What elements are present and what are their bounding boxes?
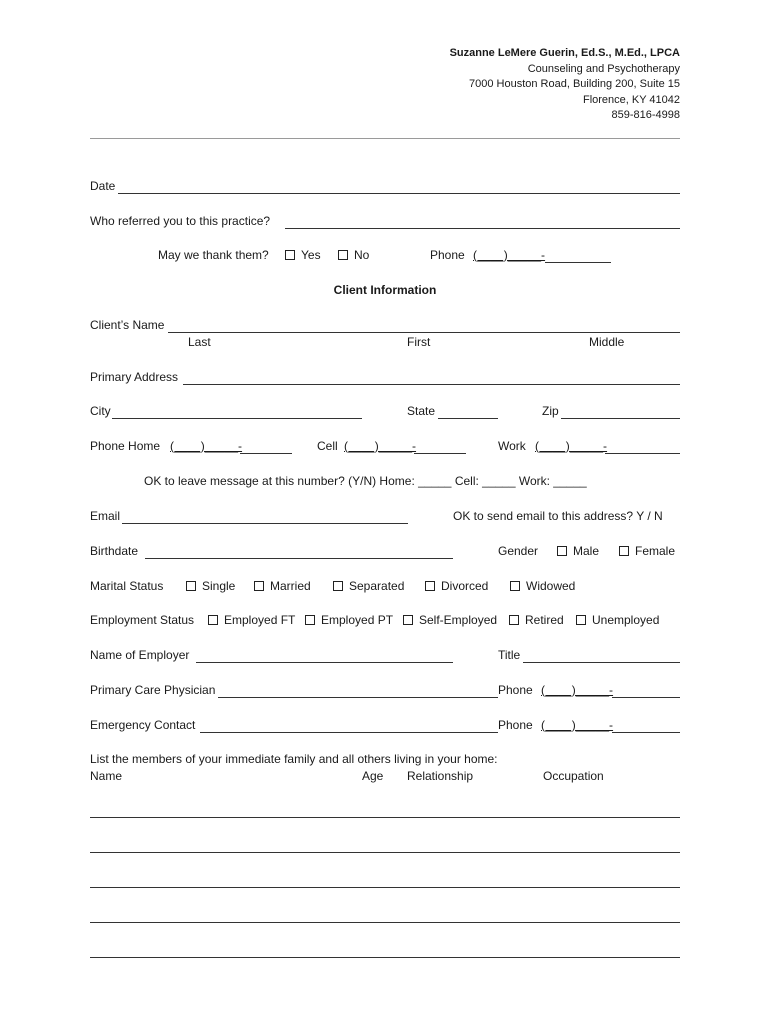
employer-label: Name of Employer [90, 648, 190, 662]
gender-label: Gender [498, 544, 539, 558]
employment-option-pt[interactable]: Employed PT [305, 613, 393, 627]
physician-phone-field[interactable] [612, 697, 680, 698]
employment-option-retired[interactable]: Retired [509, 613, 564, 627]
thank-phone-field[interactable] [545, 262, 611, 263]
checkbox-icon[interactable] [333, 581, 343, 591]
checkbox-icon[interactable] [557, 546, 567, 556]
ok-message-line[interactable]: OK to leave message at this number? (Y/N) Home: _____ Cell: _____ Work: _____ [144, 474, 587, 488]
checkbox-icon[interactable] [285, 250, 295, 260]
emergency-phone-label: Phone [498, 718, 533, 732]
date-field[interactable] [118, 193, 680, 194]
gender-female-option[interactable]: Female [619, 544, 675, 558]
emergency-phone-template: (____)_____- [541, 718, 614, 732]
city-label: City [90, 404, 111, 418]
employment-option-self[interactable]: Self-Employed [403, 613, 497, 627]
phone-home-template: (____)_____- [170, 439, 243, 453]
emergency-phone-field[interactable] [612, 732, 680, 733]
family-prompt: List the members of your immediate family and all others living in your home: [90, 752, 498, 766]
referred-field[interactable] [285, 228, 680, 229]
zip-field[interactable] [561, 418, 680, 419]
work-label: Work [498, 439, 526, 453]
employer-field[interactable] [196, 662, 453, 663]
checkbox-icon[interactable] [510, 581, 520, 591]
practitioner-name: Suzanne LeMere Guerin, Ed.S., M.Ed., LPCA [449, 47, 680, 59]
checkbox-icon[interactable] [403, 615, 413, 625]
work-template: (____)_____- [535, 439, 608, 453]
thank-phone-template: (____)_____- [473, 248, 546, 262]
client-name-field[interactable] [168, 332, 680, 333]
section-title: Client Information [333, 283, 437, 297]
cell-template: (____)_____- [344, 439, 417, 453]
checkbox-icon[interactable] [208, 615, 218, 625]
thank-label: May we thank them? [158, 248, 269, 262]
birthdate-label: Birthdate [90, 544, 139, 558]
state-field[interactable] [438, 418, 498, 419]
phone-home-label: Phone Home [90, 439, 161, 453]
marital-option-separated[interactable]: Separated [333, 579, 404, 593]
checkbox-icon[interactable] [254, 581, 264, 591]
gender-male-option[interactable]: Male [557, 544, 599, 558]
checkbox-icon[interactable] [186, 581, 196, 591]
physician-phone-label: Phone [498, 683, 533, 697]
thank-yes-option[interactable]: Yes [285, 248, 321, 262]
family-row-line[interactable] [90, 957, 680, 958]
phone-home-field[interactable] [240, 453, 292, 454]
physician-phone-template: (____)_____- [541, 683, 614, 697]
work-field[interactable] [605, 453, 680, 454]
marital-label: Marital Status [90, 579, 164, 593]
marital-option-single[interactable]: Single [186, 579, 235, 593]
col-occupation: Occupation [543, 769, 604, 783]
physician-label: Primary Care Physician [90, 683, 216, 697]
zip-label: Zip [542, 404, 559, 418]
cell-label: Cell [317, 439, 338, 453]
practice-phone: 859-816-4998 [611, 109, 680, 121]
physician-field[interactable] [218, 697, 498, 698]
emergency-label: Emergency Contact [90, 718, 196, 732]
employment-label: Employment Status [90, 613, 195, 627]
employment-option-ft[interactable]: Employed FT [208, 613, 295, 627]
address-field[interactable] [183, 384, 680, 385]
address-label: Primary Address [90, 370, 179, 384]
client-name-label: Client’s Name [90, 318, 165, 332]
date-label: Date [90, 179, 116, 193]
header-divider [90, 138, 680, 139]
practice-type: Counseling and Psychotherapy [527, 62, 680, 75]
family-row-line[interactable] [90, 852, 680, 853]
practice-city: Florence, KY 41042 [582, 93, 680, 106]
ok-email-line[interactable]: OK to send email to this address? Y / N [453, 509, 663, 523]
checkbox-icon[interactable] [509, 615, 519, 625]
name-first-caption: First [407, 335, 431, 349]
cell-field[interactable] [414, 453, 466, 454]
practice-header [450, 46, 680, 124]
checkbox-icon[interactable] [425, 581, 435, 591]
checkbox-icon[interactable] [619, 546, 629, 556]
city-field[interactable] [112, 418, 362, 419]
state-label: State [407, 404, 436, 418]
title-field[interactable] [523, 662, 680, 663]
col-age: Age [362, 769, 384, 783]
employment-option-unemployed[interactable]: Unemployed [576, 613, 659, 627]
family-row-line[interactable] [90, 817, 680, 818]
checkbox-icon[interactable] [576, 615, 586, 625]
col-relationship: Relationship [407, 769, 474, 783]
name-last-caption: Last [188, 335, 211, 349]
checkbox-icon[interactable] [338, 250, 348, 260]
title-label: Title [498, 648, 521, 662]
referred-label: Who referred you to this practice? [90, 214, 271, 228]
thank-phone-label: Phone [430, 248, 465, 262]
col-name: Name [90, 769, 123, 783]
marital-option-divorced[interactable]: Divorced [425, 579, 488, 593]
emergency-field[interactable] [200, 732, 498, 733]
marital-option-widowed[interactable]: Widowed [510, 579, 575, 593]
email-label: Email [90, 509, 121, 523]
marital-option-married[interactable]: Married [254, 579, 311, 593]
family-row-line[interactable] [90, 922, 680, 923]
checkbox-icon[interactable] [305, 615, 315, 625]
family-row-line[interactable] [90, 887, 680, 888]
birthdate-field[interactable] [145, 558, 453, 559]
email-field[interactable] [122, 523, 408, 524]
practice-address: 7000 Houston Road, Building 200, Suite 15 [469, 78, 680, 90]
thank-no-option[interactable]: No [338, 248, 369, 262]
name-middle-caption: Middle [589, 335, 625, 349]
